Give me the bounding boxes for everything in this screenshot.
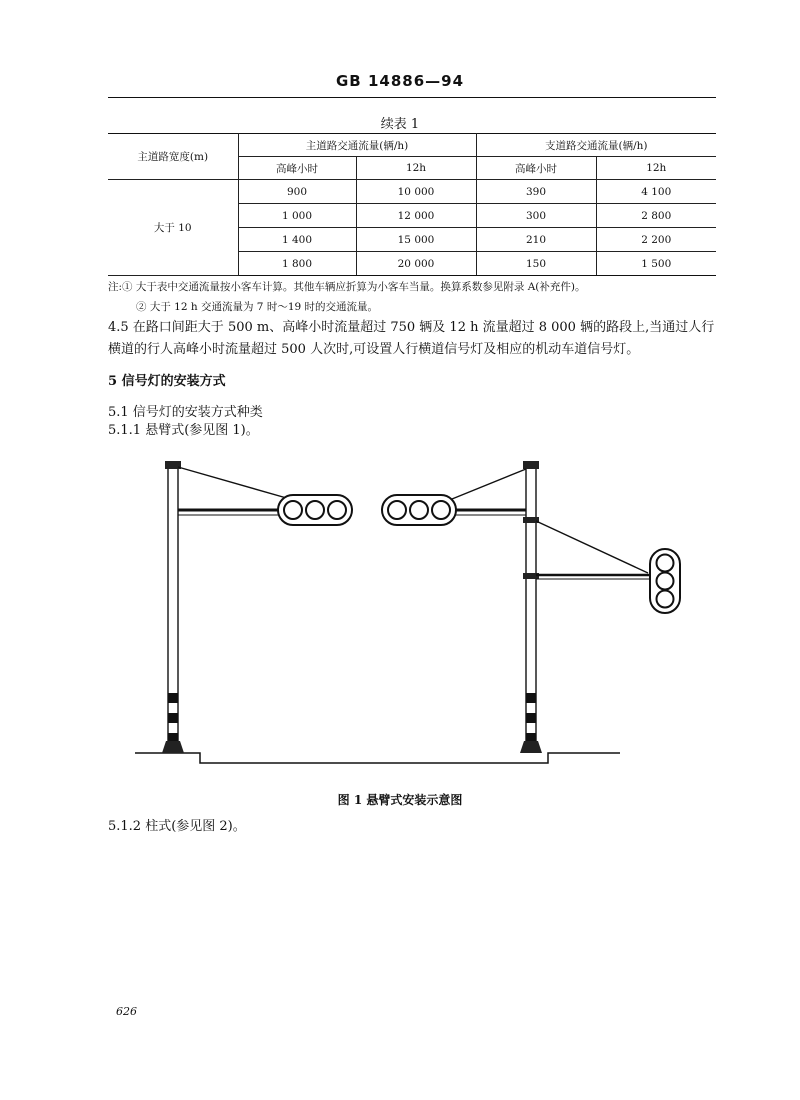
table-cell: 2 200 bbox=[596, 228, 716, 252]
figure-caption: 图 1 悬臂式安装示意图 bbox=[337, 793, 463, 807]
table-header-row bbox=[108, 134, 716, 157]
table-cell: 390 bbox=[476, 180, 596, 204]
table-row bbox=[108, 180, 716, 204]
page-number: 626 bbox=[116, 1005, 137, 1018]
cantilever-signal-diagram bbox=[130, 455, 690, 775]
section-5-1-heading: 5.1 信号灯的安装方式种类 bbox=[108, 405, 263, 420]
subheader-main-peak: 高峰小时 bbox=[238, 157, 356, 180]
header-main-road-width: 主道路宽度(m) bbox=[108, 134, 238, 180]
table-cell: 900 bbox=[238, 180, 356, 204]
table-caption: 续表 1 bbox=[380, 117, 420, 132]
subheader-branch-12h: 12h bbox=[596, 157, 716, 180]
table-cell: 2 800 bbox=[596, 204, 716, 228]
section-5-heading: 5 信号灯的安装方式 bbox=[108, 374, 226, 389]
table-cell: 1 000 bbox=[238, 204, 356, 228]
header-branch-road-flow: 支道路交通流量(辆/h) bbox=[476, 134, 716, 157]
group-label-cell: 大于 10 bbox=[108, 180, 238, 276]
standard-code-header: GB 14886—94 bbox=[335, 72, 465, 90]
table-cell: 150 bbox=[476, 252, 596, 276]
header-rule bbox=[108, 97, 716, 98]
traffic-flow-table bbox=[108, 133, 716, 276]
right-signal-pole bbox=[452, 461, 650, 753]
table-cell: 1 500 bbox=[596, 252, 716, 276]
header-main-road-flow: 主道路交通流量(辆/h) bbox=[238, 134, 476, 157]
table-note-1: 注:① 大于表中交通流量按小客车计算。其他车辆应折算为小客车当量。换算系数参见附录 A(补充件)。 bbox=[108, 281, 586, 293]
table-cell: 1 800 bbox=[238, 252, 356, 276]
table-cell: 4 100 bbox=[596, 180, 716, 204]
ground-line bbox=[135, 753, 620, 763]
table-cell: 1 400 bbox=[238, 228, 356, 252]
table-cell: 20 000 bbox=[356, 252, 476, 276]
table-note-2: ② 大于 12 h 交通流量为 7 时～19 时的交通流量。 bbox=[136, 301, 379, 313]
subheader-branch-peak: 高峰小时 bbox=[476, 157, 596, 180]
left-signal-pole bbox=[162, 461, 290, 753]
table-cell: 15 000 bbox=[356, 228, 476, 252]
section-5-1-1-heading: 5.1.1 悬臂式(参见图 1)。 bbox=[108, 423, 259, 438]
table-cell: 10 000 bbox=[356, 180, 476, 204]
section-4-5-paragraph: 4.5 在路口间距大于 500 m、高峰小时流量超过 750 辆及 12 h 流量超过 8 000 辆的路段上,当通过人行横道的行人高峰小时流量超过 500 人次时,可设置人行横道信号灯及相应的机动车道信号灯。 bbox=[108, 320, 715, 357]
right-upper-traffic-light bbox=[382, 495, 456, 525]
section-5-1-2-heading: 5.1.2 柱式(参见图 2)。 bbox=[108, 819, 246, 834]
subheader-main-12h: 12h bbox=[356, 157, 476, 180]
table-cell: 300 bbox=[476, 204, 596, 228]
left-traffic-light bbox=[278, 495, 352, 525]
table-cell: 210 bbox=[476, 228, 596, 252]
right-vertical-traffic-light bbox=[650, 549, 680, 613]
table-cell: 12 000 bbox=[356, 204, 476, 228]
